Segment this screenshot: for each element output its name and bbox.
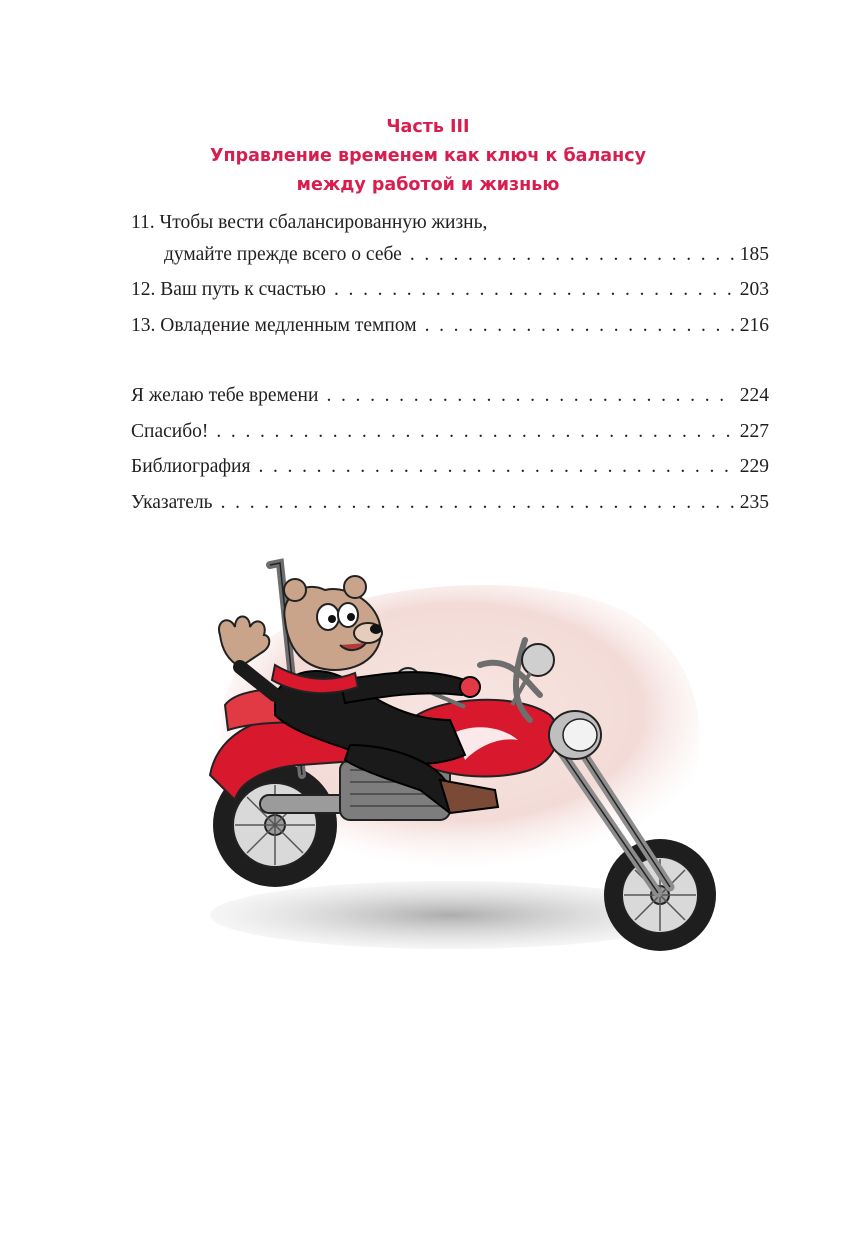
dot-leader — [326, 384, 733, 408]
toc-entry-13[interactable] — [131, 314, 769, 338]
toc-page-number: 227 — [739, 421, 769, 442]
toc-entry-11-line-1[interactable] — [131, 211, 769, 235]
dot-leader — [216, 420, 733, 444]
dot-leader — [258, 455, 733, 479]
part-title-line-2: между работой и жизнью — [296, 175, 560, 195]
dot-leader — [334, 278, 734, 302]
toc-entry-title: 12. Ваш путь к счастью — [131, 279, 326, 300]
toc-entry-12[interactable] — [131, 278, 769, 302]
part-label: Часть III — [386, 117, 470, 137]
toc-entry-11[interactable] — [131, 243, 769, 267]
toc-page-number: 203 — [739, 279, 769, 300]
toc-page-number: 229 — [739, 456, 769, 477]
toc-page-number: 185 — [739, 244, 769, 265]
toc-entry-thanks[interactable] — [131, 420, 769, 444]
toc-page-number: 224 — [739, 385, 769, 406]
part-title-line-1: Управление временем как ключ к балансу — [210, 146, 646, 166]
toc-entry-bibliography[interactable] — [131, 455, 769, 479]
toc-entry-title: Я желаю тебе времени — [131, 385, 319, 406]
bear-head — [284, 576, 382, 670]
dot-leader — [221, 491, 734, 515]
toc-entry-title: Спасибо! — [131, 421, 209, 442]
toc-page-number: 216 — [739, 315, 769, 336]
dot-leader — [425, 314, 734, 338]
toc-entry-title: думайте прежде всего о себе — [164, 244, 402, 265]
dot-leader — [410, 243, 734, 267]
toc-entry-title: Библиография — [131, 456, 251, 477]
toc-page-number: 235 — [739, 492, 769, 513]
toc-entry-index[interactable] — [131, 491, 769, 515]
toc-entry-title: Указатель — [131, 492, 213, 513]
toc-entry-title: 11. Чтобы вести сбалансированную жизнь, — [131, 212, 488, 233]
mirror-right — [522, 644, 554, 676]
bear-motorcycle-illustration — [180, 545, 740, 985]
toc-entry-title: 13. Овладение медленным темпом — [131, 315, 417, 336]
toc-entry-wish[interactable] — [131, 384, 769, 408]
